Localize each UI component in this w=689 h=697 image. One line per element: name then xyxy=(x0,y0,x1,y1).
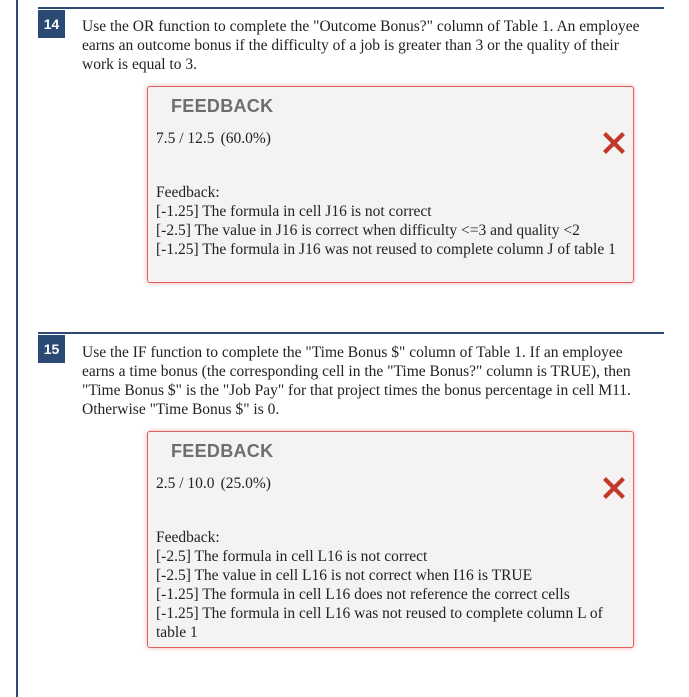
score-value: 7.5 / 12.5 xyxy=(156,130,215,147)
x-mark-icon xyxy=(603,132,625,154)
question-15 xyxy=(38,332,664,641)
feedback-line: [-2.5] The value in J16 is correct when difficulty <=3 and quality <2 xyxy=(156,222,580,239)
feedback-panel xyxy=(147,86,634,283)
feedback-score xyxy=(156,130,271,148)
feedback-heading: Feedback: xyxy=(156,184,220,201)
feedback-line: [-2.5] The formula in cell L16 is not correct xyxy=(156,548,428,565)
question-text: Use the IF function to complete the "Time Bonus $" column of Table 1. If an employee earns a time bonus (the corresponding cell in the "Time Bonus?" column is TRUE), then "Time Bonus $" is the "Job Pay" for that project times the bonus percentage in cell M11. Otherwise "Time Bonus $" is 0. xyxy=(82,344,631,418)
x-mark-icon xyxy=(603,477,625,499)
question-text: Use the OR function to complete the "Outcome Bonus?" column of Table 1. An employee earns an outcome bonus if the difficulty of a job is greater than 3 or the quality of their work is equal to 3. xyxy=(82,18,640,73)
question-number-badge: 14 xyxy=(38,10,65,38)
feedback-line: [-1.25] The formula in cell J16 is not correct xyxy=(156,203,432,220)
feedback-line: [-1.25] The formula in cell L16 does not reference the correct cells xyxy=(156,586,570,603)
feedback-line: [-2.5] The value in cell L16 is not correct when I16 is TRUE xyxy=(156,567,533,584)
question-14 xyxy=(38,7,664,258)
feedback-panel xyxy=(147,431,634,648)
score-percent: (25.0%) xyxy=(220,475,271,492)
feedback-score xyxy=(156,475,271,493)
feedback-title: FEEDBACK xyxy=(171,441,274,461)
feedback-heading: Feedback: xyxy=(156,529,220,546)
feedback-line: [-1.25] The formula in cell L16 was not reused to complete column L of table 1 xyxy=(156,605,603,641)
score-value: 2.5 / 10.0 xyxy=(156,475,215,492)
left-border-rule xyxy=(16,0,18,697)
feedback-line: [-1.25] The formula in J16 was not reused to complete column J of table 1 xyxy=(156,241,616,258)
feedback-details xyxy=(156,183,616,259)
feedback-details xyxy=(156,528,616,642)
feedback-title: FEEDBACK xyxy=(171,96,274,116)
question-number-badge: 15 xyxy=(38,335,65,363)
score-percent: (60.0%) xyxy=(220,130,271,147)
